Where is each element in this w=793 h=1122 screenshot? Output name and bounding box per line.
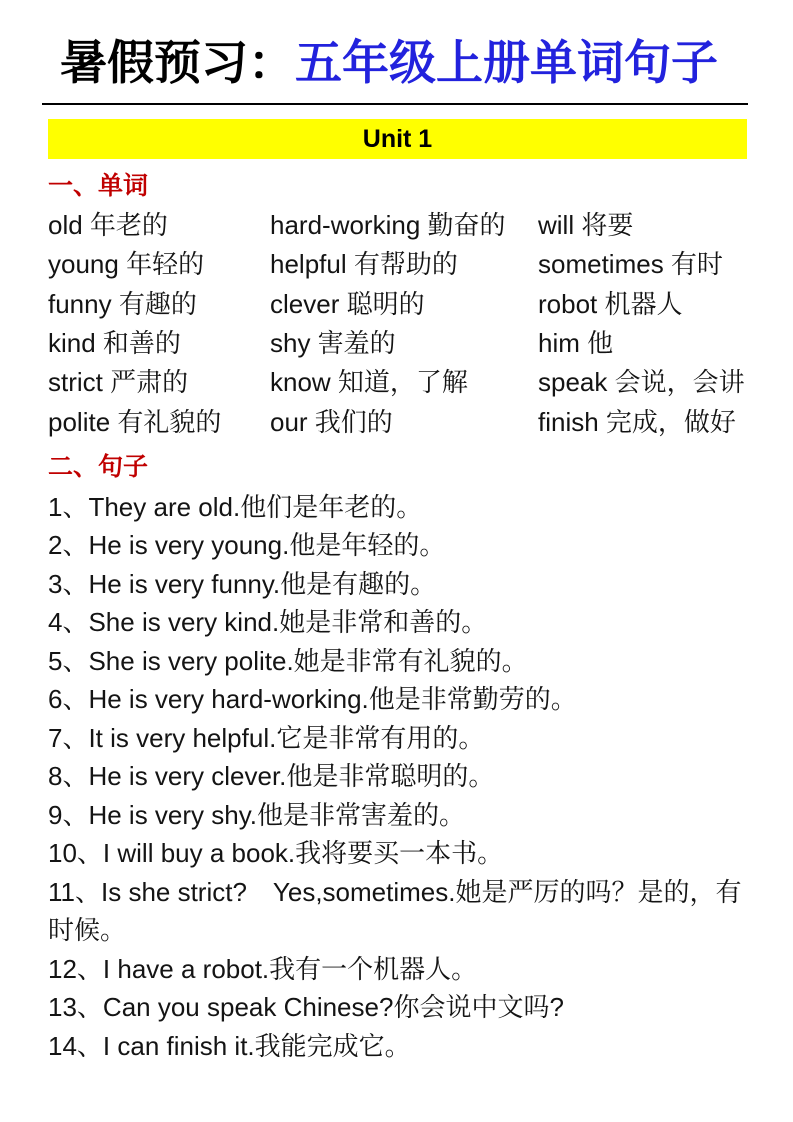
sentence-item: 2、He is very young.他是年轻的。: [48, 530, 446, 561]
vocab-item: clever 聪明的: [270, 288, 425, 319]
sentence-item: 11、Is she strict? Yes,sometimes.她是严厉的吗？是的，有时候。: [48, 876, 742, 946]
unit-banner-label: Unit 1: [362, 124, 433, 153]
sentence-item: 5、She is very polite.她是非常有礼貌的。: [48, 645, 528, 676]
vocab-item: old 年老的: [48, 210, 168, 241]
sentence-item: 1、They are old.他们是年老的。: [48, 491, 423, 522]
vocab-item: young 年轻的: [48, 249, 205, 280]
sentence-item: 8、He is very clever.他是非常聪明的。: [48, 761, 495, 792]
page-title: [60, 32, 747, 94]
sentence-item: 10、I will buy a book.我将要买一本书。: [48, 838, 504, 869]
vocab-item: polite 有礼貌的: [48, 406, 222, 437]
section-heading-words: 一、单词: [48, 172, 149, 200]
vocab-item: speak 会说，会讲: [538, 367, 745, 398]
title-prefix: 暑假预习：: [60, 36, 295, 89]
vocab-item: will 将要: [538, 210, 634, 241]
vocab-item: hard-working 勤奋的: [270, 210, 506, 241]
vocab-item: strict 严肃的: [48, 367, 189, 398]
vocab-item: helpful 有帮助的: [270, 249, 458, 280]
sentence-item: 9、He is very shy.他是非常害羞的。: [48, 799, 466, 830]
sentence-list: [48, 488, 748, 1066]
unit-banner: [48, 119, 747, 159]
vocab-item: kind 和善的: [48, 328, 181, 359]
vocab-item: sometimes 有时: [538, 249, 723, 280]
vocab-item: our 我们的: [270, 406, 393, 437]
sentence-item: 12、I have a robot.我有一个机器人。: [48, 953, 478, 984]
vocab-item: finish 完成，做好: [538, 406, 736, 437]
vocab-grid: [48, 204, 747, 440]
title-main: 五年级上册单词句子: [295, 36, 718, 89]
section-heading-sentences: 二、句子: [48, 452, 149, 481]
sentence-item: 3、He is very funny.他是有趣的。: [48, 568, 437, 599]
vocab-item: robot 机器人: [538, 288, 683, 319]
sentence-item: 6、He is very hard-working.他是非常勤劳的。: [48, 684, 577, 715]
sentence-item: 7、It is very helpful.它是非常有用的。: [48, 722, 485, 753]
vocab-item: know 知道，了解: [270, 367, 468, 398]
vocab-item: him 他: [538, 328, 614, 359]
sentence-item: 14、I can finish it.我能完成它。: [48, 1030, 411, 1061]
vocab-item: shy 害羞的: [270, 328, 396, 359]
title-underline: [42, 103, 748, 105]
sentence-item: 13、Can you speak Chinese?你会说中文吗?: [48, 992, 564, 1023]
sentence-item: 4、She is very kind.她是非常和善的。: [48, 607, 488, 638]
vocab-item: funny 有趣的: [48, 288, 197, 319]
